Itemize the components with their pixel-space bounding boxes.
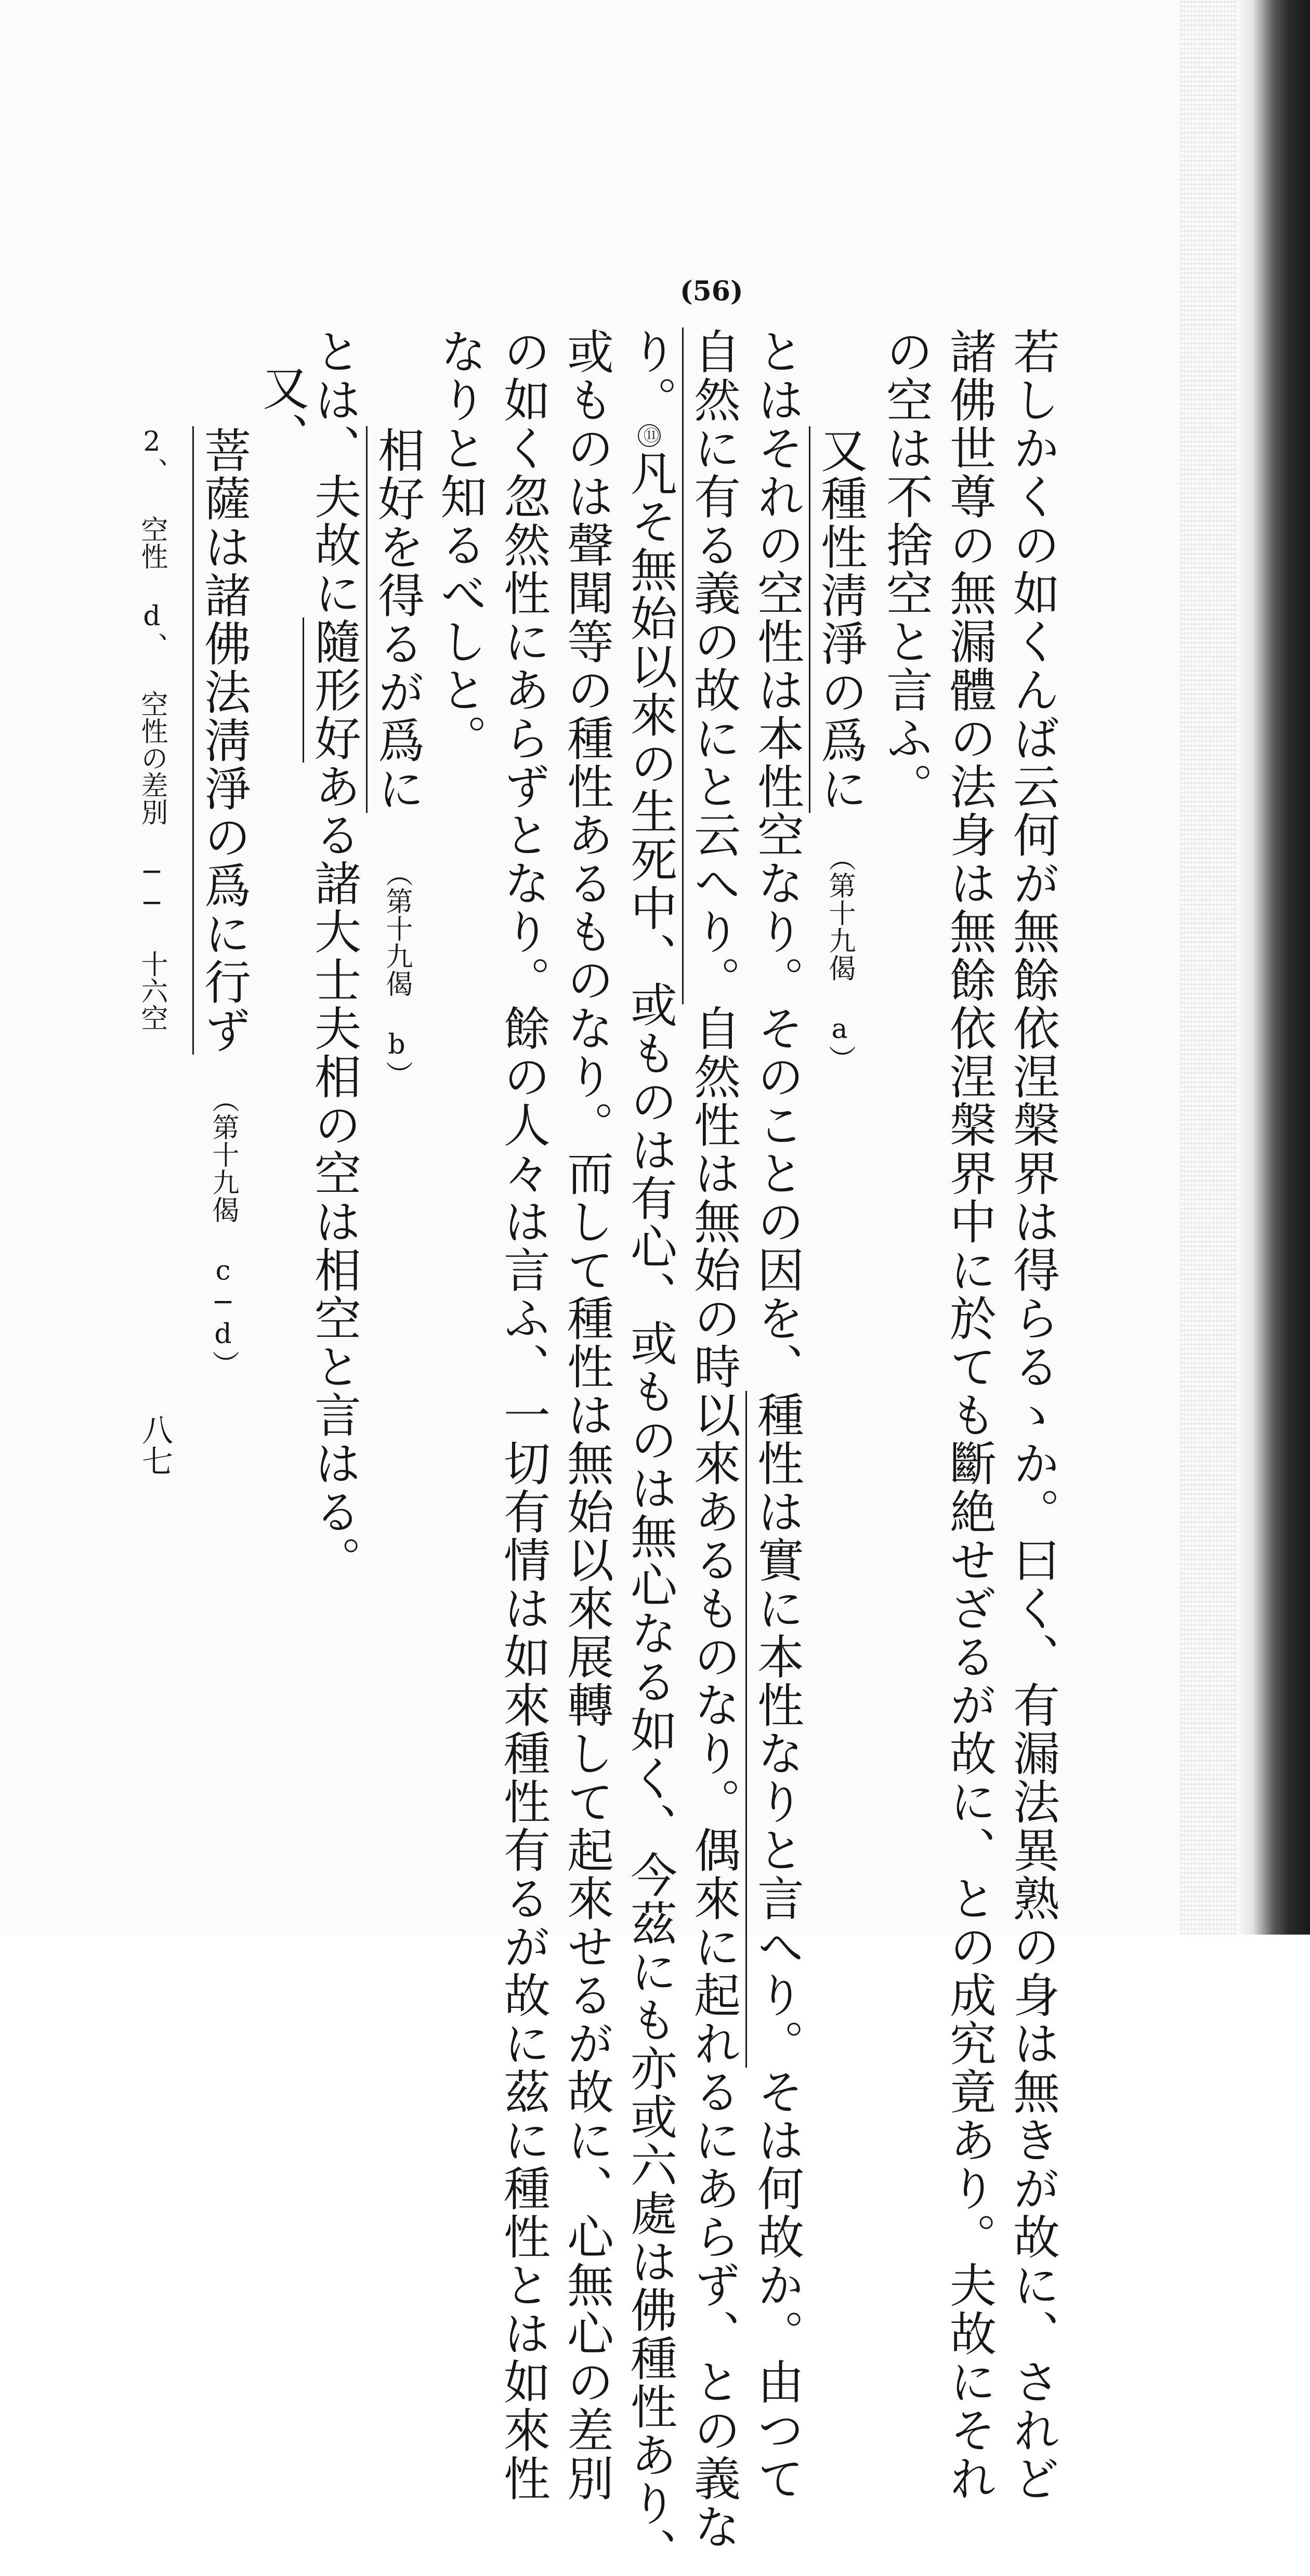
text-column-10: なりと知るべしと。 xyxy=(432,327,487,763)
text-span: り。 xyxy=(622,327,677,424)
verse-line-19a xyxy=(813,426,867,1073)
text-span: とはそれの空性は本性空なり。そのことの因を、 xyxy=(749,327,804,1391)
text-column-6 xyxy=(686,327,740,2551)
text-column-2: 諸佛世尊の無漏體の法身は無餘依涅槃界中に於ても斷絶せざるが故に、との成究竟あり。夫故にそれ xyxy=(941,327,996,2503)
text-span: そは何故か。由つて xyxy=(749,2068,804,2503)
text-column-1: 若しかくの如くんば云何が無餘依涅槃界は得らるゝか。曰く、有漏法異熟の身は無きが故に、されど xyxy=(1005,327,1059,2503)
book-spine-shadow xyxy=(1237,0,1310,1935)
text-column-9: の如く忽然性にあらずとなり。餘の人々は言ふ、一切有情は如來種性有るが故に茲に種性とは如來性 xyxy=(495,327,550,2503)
running-footer: 2、 空性 d、 空性の差別 ── 十六空 xyxy=(136,426,167,1031)
verse-reference: （第十九偈 c─d） xyxy=(207,1086,239,1378)
verse-text: 菩薩は諸佛法淸淨の爲に行ず xyxy=(192,426,251,1055)
underlined-quote: 種性は實に本性なりと言へり。 xyxy=(745,1391,804,2068)
verse-text: 又種性淸淨の爲に xyxy=(809,426,867,813)
text-span: とは、夫故に xyxy=(306,327,361,617)
scan-speckle xyxy=(1180,0,1237,1935)
underlined-quote: 自然に有る義の故にと云へり。 xyxy=(682,327,740,1004)
underlined-term: 隨形好 xyxy=(303,617,361,763)
text-span: ある諸大士夫相の空は相空と言はる。 xyxy=(306,763,361,1584)
verse-line-19b xyxy=(370,426,424,1088)
text-column-12 xyxy=(306,327,361,1584)
text-column-7 xyxy=(622,327,677,2576)
text-span: 自然性は無始の時以來あるものなり。偶來に起れるにあらず、との義な xyxy=(686,1004,740,2551)
text-span: 凡そ無始以來の生死中、或ものは有心、或ものは無心なる如く、今茲にも亦或六處は佛種性あり、 xyxy=(622,449,677,2576)
verse-line-19cd xyxy=(196,426,251,1378)
verse-reference: （第十九偈 b） xyxy=(381,860,412,1088)
page-header-number: (56) xyxy=(680,275,743,307)
folio-number: 八七 xyxy=(137,1414,173,1476)
text-column-3: の空は不捨空と言ふ。 xyxy=(878,327,933,811)
text-column-13: 又、 xyxy=(254,364,309,461)
verse-text: 相好を得るが爲に xyxy=(366,426,424,813)
text-column-8: 或ものは聲聞等の種性あるものなり。而して種性は無始以來展轉して起來せるが故に、心無心の差別 xyxy=(559,327,613,2503)
text-column-5 xyxy=(749,327,804,2503)
footnote-marker: ⑪ xyxy=(638,424,661,447)
verse-reference: （第十九偈 a） xyxy=(824,844,855,1073)
